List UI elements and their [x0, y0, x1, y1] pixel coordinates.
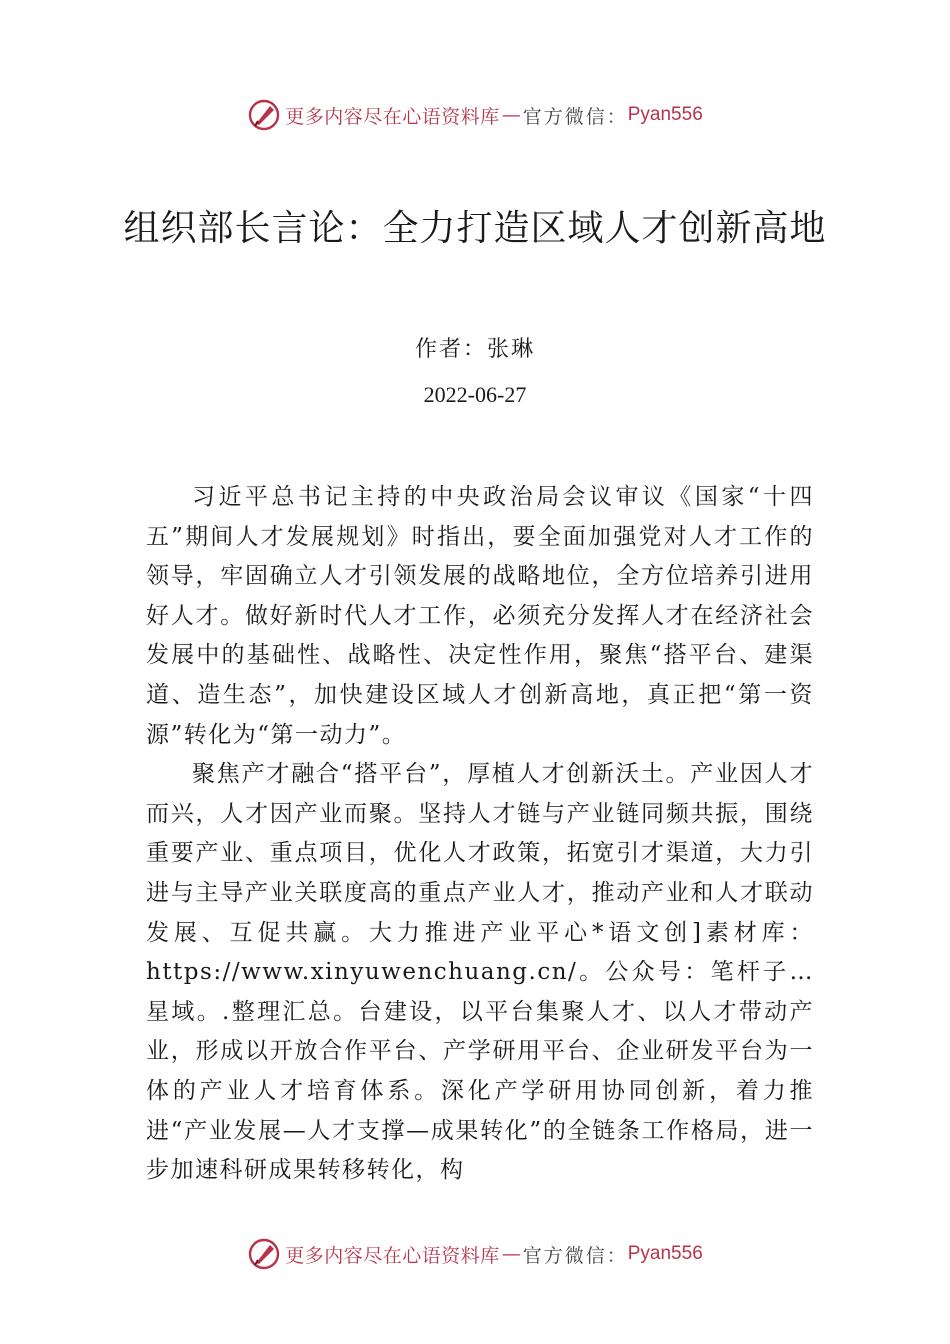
document-date: 2022-06-27	[423, 382, 527, 407]
banner-text: 更多内容尽在心语资料库	[285, 1244, 500, 1267]
quill-logo-icon	[247, 98, 281, 132]
banner-wechat-id: Pyan556	[627, 1243, 703, 1264]
paragraph: 聚焦产才融合“搭平台”，厚植人才创新沃土。产业因人才而兴，人才因产业而聚。坚持人才链与产业链同频共振，围绕重要产业、重点项目，优化人才政策，拓宽引才渠道，大力引进与主导产业关联度高的重点产业人才，推动产业和人才联动发展、互促共赢。大力推进产业平心*语文创]素材库：https://www.xinyuwenchuang.cn/。公众号：笔杆子…星域。.整理汇总。台建设，以平台集聚人才、以人才带动产业，形成以开放合作平台、产学研用平台、企业研发平台为一体的产业人才培育体系。深化产学研用协同创新，着力推进“产业发展—人才支撑—成果转化”的全链条工作格局，进一步加速科研成果转移转化，构	[146, 761, 814, 1184]
banner-wechat-label: 官方微信：	[522, 1244, 628, 1267]
document-title: 组织部长言论：全力打造区域人才创新高地	[123, 208, 827, 249]
footer-banner	[0, 1234, 950, 1274]
paragraph: 习近平总书记主持的中央政治局会议审议《国家“十四五”期间人才发展规划》时指出，要全面加强党对人才工作的领导，牢固确立人才引领发展的战略地位，全方位培养引进用好人才。做好新时代人才工作，必须充分发挥人才在经济社会发展中的基础性、战略性、决定性作用，聚焦“搭平台、建渠道、造生态”，加快建设区域人才创新高地，真正把“第一资源”转化为“第一动力”。	[146, 484, 814, 748]
header-banner	[0, 95, 950, 135]
document-body	[146, 478, 814, 1191]
banner-wechat-id: Pyan556	[627, 104, 703, 125]
quill-logo-icon	[247, 1237, 281, 1271]
banner-text: 更多内容尽在心语资料库	[285, 105, 500, 128]
banner-wechat-label: 官方微信：	[522, 105, 628, 128]
banner-dash: —	[501, 104, 521, 126]
banner-dash: —	[501, 1243, 521, 1265]
document-author: 作者：张琳	[414, 337, 535, 362]
